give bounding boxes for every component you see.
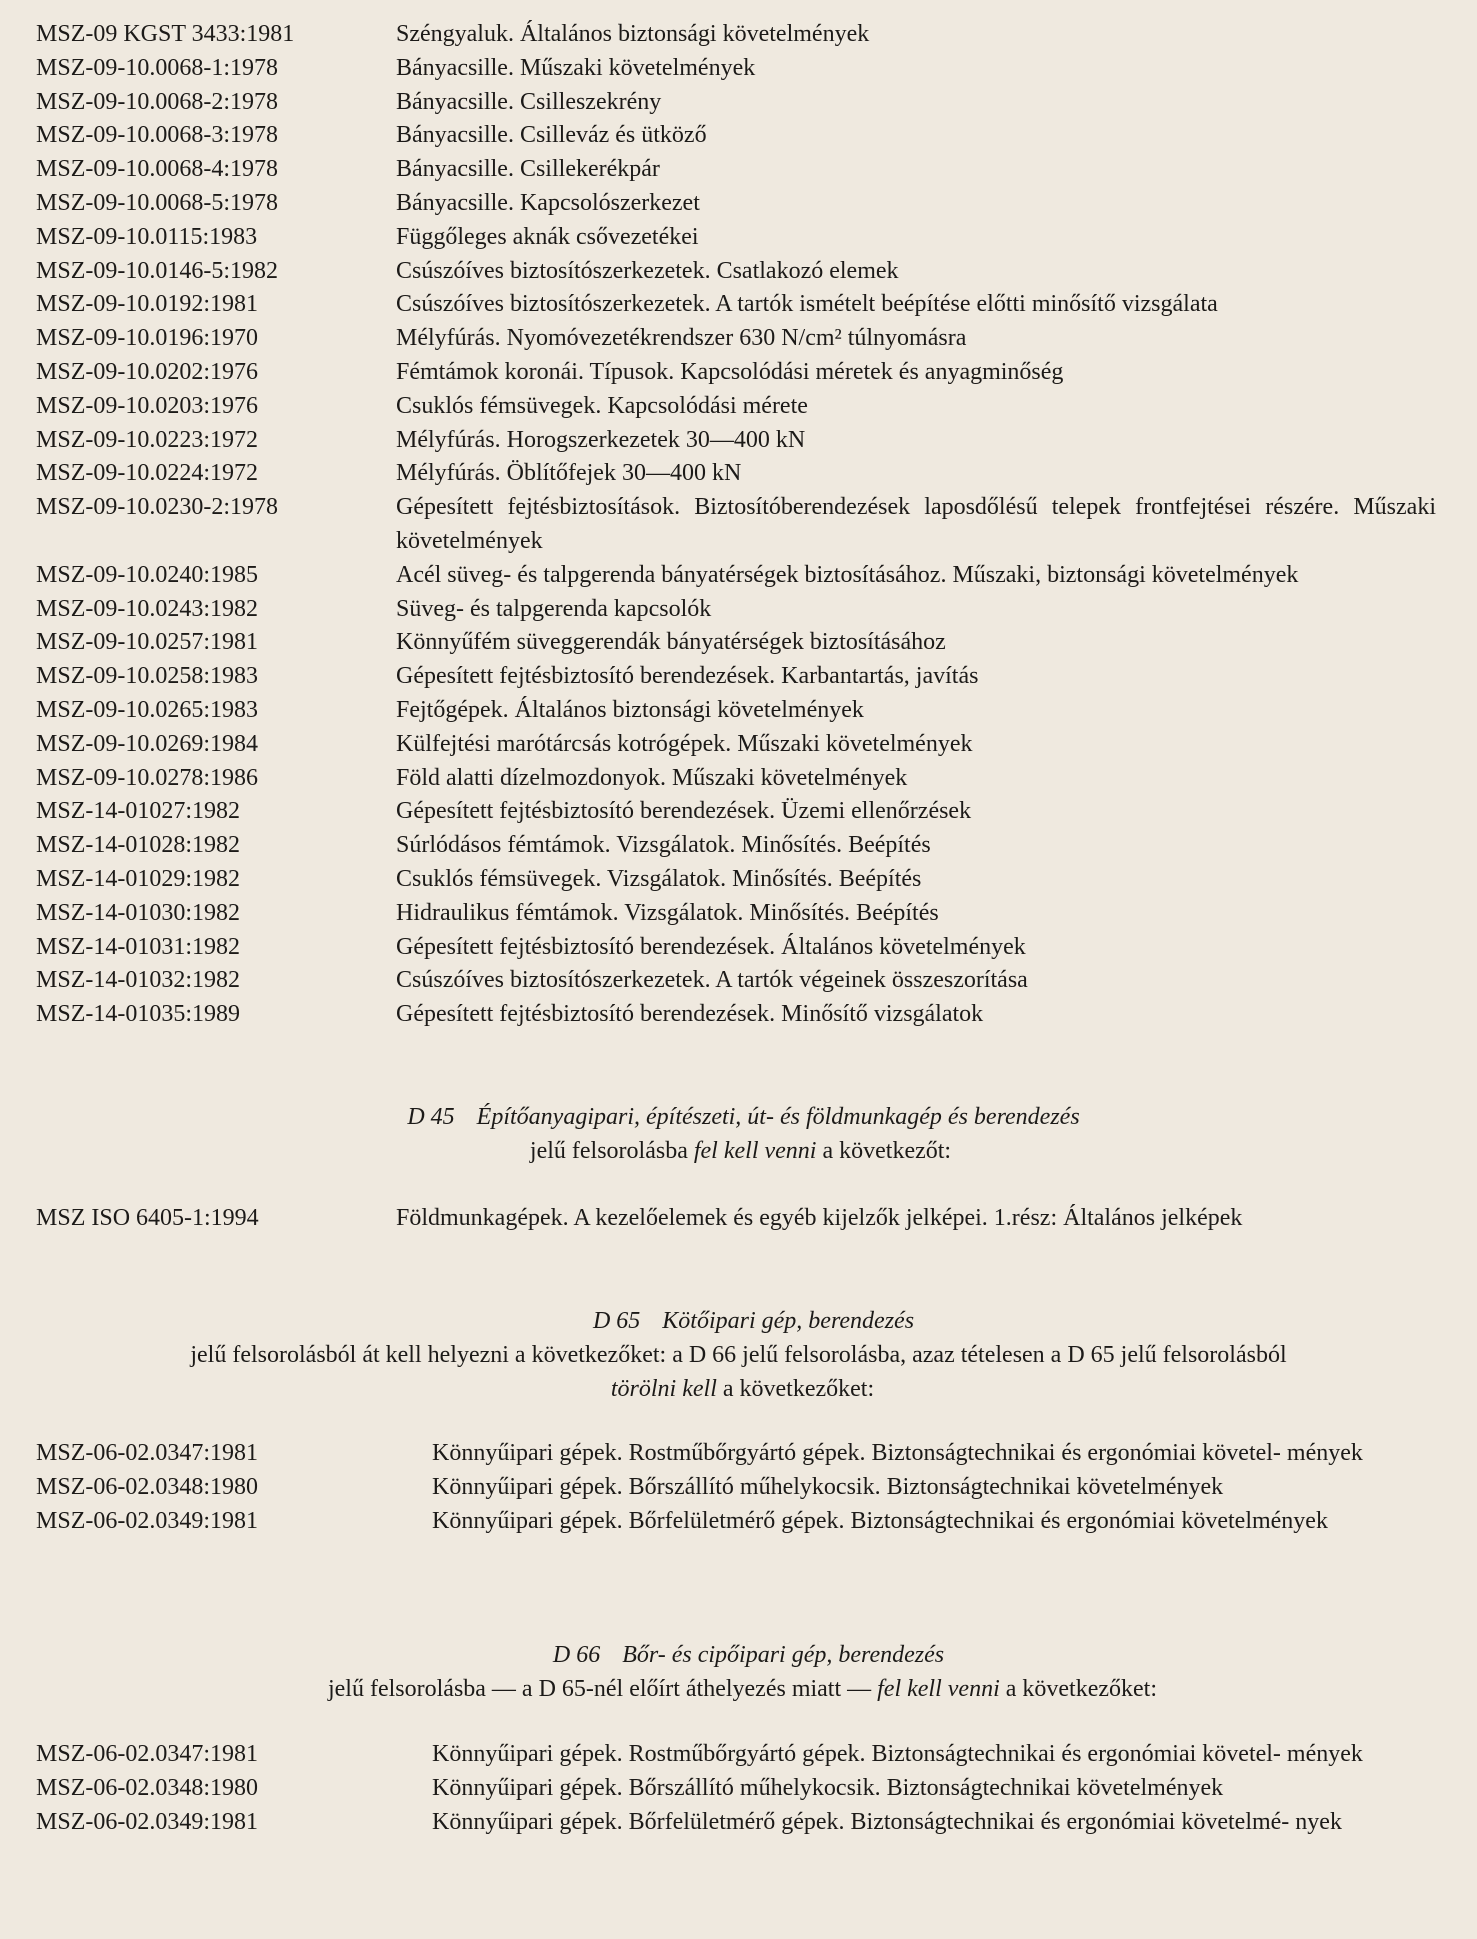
standard-title: Csuklós fémsüvegek. Kapcsolódási mérete (396, 392, 808, 419)
standard-row (0, 626, 1477, 660)
standard-row (0, 559, 1477, 593)
standard-code: MSZ-14-01029:1982 (36, 865, 240, 892)
standard-code: MSZ-06-02.0349:1981 (36, 1507, 258, 1534)
section-instruction: jelű felsorolásba fel kell venni a következőt: (529, 1137, 952, 1164)
standard-title: Gépesített fejtésbiztosítások. Biztosítóberendezések laposdőlésű telepek frontfejtései részére. Műszaki követelmények (396, 494, 1436, 554)
standard-row (0, 1202, 1477, 1236)
standard-code: MSZ-06-02.0349:1981 (36, 1808, 258, 1835)
section-heading-d45 (0, 1101, 1477, 1169)
standard-title: Bányacsille. Csillekerékpár (396, 156, 660, 183)
standard-row (0, 18, 1477, 52)
standard-code: MSZ-09-10.0068-1:1978 (36, 54, 278, 81)
standard-row (0, 424, 1477, 458)
standard-row (0, 593, 1477, 627)
standard-title: Csúszóíves biztosítószerkezetek. A tartók ismételt beépítése előtti minősítő vizsgálata (396, 291, 1218, 318)
standard-title: Csuklós fémsüvegek. Vizsgálatok. Minősítés. Beépítés (396, 865, 922, 892)
standard-row (0, 1772, 1477, 1806)
standard-code: MSZ-06-02.0348:1980 (36, 1774, 258, 1801)
standard-title: Gépesített fejtésbiztosító berendezések. Minősítő vizsgálatok (396, 1001, 984, 1028)
standard-title: Széngyaluk. Általános biztonsági követelmények (396, 21, 870, 47)
standard-row (0, 153, 1477, 187)
section-title: Építőanyagipari, építészeti, út- és földmunkagép és berendezés (476, 1104, 1080, 1130)
standard-title: Hidraulikus fémtámok. Vizsgálatok. Minősítés. Beépítés (396, 899, 939, 926)
standards-list-d45 (0, 1202, 1477, 1236)
standard-title: Könnyűipari gépek. Rostműbőrgyártó gépek. Biztonságtechnikai és ergonómiai követel- mények (432, 1440, 1363, 1466)
standard-title: Mélyfúrás. Öblítőfejek 30—400 kN (396, 460, 742, 487)
standard-title: Földmunkagépek. A kezelőelemek és egyéb kijelzők jelképei. 1.rész: Általános jelképek (396, 1205, 1243, 1231)
standard-row (0, 728, 1477, 762)
standard-code: MSZ-09-10.0240:1985 (36, 561, 258, 588)
section-title: Kötőipari gép, berendezés (662, 1308, 915, 1334)
standard-title: Bányacsille. Csilleváz és ütköző (396, 122, 707, 149)
standard-title: Mélyfúrás. Nyomóvezetékrendszer 630 N/cm² túlnyomásra (396, 325, 967, 352)
standard-title: Külfejtési marótárcsás kotrógépek. Műszaki követelmények (396, 730, 973, 757)
standard-row (0, 356, 1477, 390)
standard-row (0, 660, 1477, 694)
standard-code: MSZ-14-01035:1989 (36, 1001, 240, 1028)
standard-code: MSZ-09-10.0269:1984 (36, 730, 258, 757)
standard-code: MSZ-09-10.0068-3:1978 (36, 122, 278, 149)
section-code: D 66 (552, 1642, 601, 1668)
standard-code: MSZ-14-01031:1982 (36, 933, 240, 960)
standard-row (0, 119, 1477, 153)
standard-title: Bányacsille. Csilleszekrény (396, 88, 662, 115)
standard-code: MSZ-14-01032:1982 (36, 967, 240, 994)
standard-code: MSZ-09-10.0115:1983 (36, 223, 258, 250)
standard-code: MSZ-09-10.0224:1972 (36, 460, 258, 487)
standard-row (0, 221, 1477, 255)
standard-title: Gépesített fejtésbiztosító berendezések. Üzemi ellenőrzések (396, 798, 972, 825)
section-heading-d66 (0, 1639, 1477, 1707)
standard-code: MSZ-06-02.0348:1980 (36, 1473, 258, 1500)
standard-title: Könnyűipari gépek. Bőrfelületmérő gépek. Biztonságtechnikai és ergonómiai követelmé- nyek (432, 1808, 1342, 1835)
section-title-line (0, 1639, 1477, 1673)
standard-code: MSZ-09-10.0192:1981 (36, 291, 258, 318)
standard-row (0, 322, 1477, 356)
standard-code: MSZ-09-10.0202:1976 (36, 358, 258, 385)
standard-code: MSZ-06-02.0347:1981 (36, 1440, 258, 1466)
standard-row (0, 795, 1477, 829)
standard-code: MSZ-09-10.0257:1981 (36, 629, 258, 656)
standard-code: MSZ-09-10.0223:1972 (36, 426, 258, 453)
standard-row (0, 964, 1477, 998)
section-heading-d65 (0, 1305, 1477, 1406)
standard-row (0, 52, 1477, 86)
section-code: D 45 (407, 1104, 455, 1130)
standard-code: MSZ-09-10.0243:1982 (36, 595, 258, 622)
standard-code: MSZ-09-10.0068-2:1978 (36, 88, 278, 115)
standard-row (0, 288, 1477, 322)
standard-title: Súrlódásos fémtámok. Vizsgálatok. Minősítés. Beépítés (396, 832, 931, 859)
standard-row (0, 491, 1477, 559)
standards-list-mining (0, 18, 1477, 1032)
standard-code: MSZ-09-10.0230-2:1978 (36, 494, 278, 521)
standard-code: MSZ-09-10.0146-5:1982 (36, 257, 278, 284)
standard-row (0, 1471, 1477, 1505)
standard-code: MSZ-09-10.0278:1986 (36, 764, 258, 791)
standard-code: MSZ-06-02.0347:1981 (36, 1741, 258, 1767)
standard-code: MSZ-09-10.0258:1983 (36, 663, 258, 690)
standard-title: Mélyfúrás. Horogszerkezetek 30—400 kN (396, 426, 806, 453)
standard-row (0, 762, 1477, 796)
standard-code: MSZ-09 KGST 3433:1981 (36, 21, 295, 47)
section-title: Bőr- és cipőipari gép, berendezés (622, 1642, 945, 1668)
standard-code: MSZ ISO 6405-1:1994 (36, 1205, 259, 1231)
standard-code: MSZ-14-01028:1982 (36, 832, 240, 859)
standard-title: Fejtőgépek. Általános biztonsági követelmények (396, 696, 864, 723)
section-title-line (0, 1101, 1477, 1135)
standard-row (0, 829, 1477, 863)
standard-code: MSZ-09-10.0068-4:1978 (36, 156, 278, 183)
standard-title: Fémtámok koronái. Típusok. Kapcsolódási méretek és anyagminőség (396, 358, 1064, 385)
standard-row (0, 998, 1477, 1032)
standard-title: Könnyűipari gépek. Bőrszállító műhelykocsik. Biztonságtechnikai követelmények (432, 1473, 1224, 1500)
standard-row (0, 390, 1477, 424)
section-instruction-cont: törölni kell a következőket: (610, 1375, 875, 1402)
standard-title: Könnyűipari gépek. Bőrfelületmérő gépek. Biztonságtechnikai és ergonómiai követelmények (432, 1507, 1328, 1534)
standard-row (0, 694, 1477, 728)
standard-title: Bányacsille. Kapcsolószerkezet (396, 189, 700, 216)
standard-row (0, 863, 1477, 897)
section-instruction: jelű felsorolásba — a D 65-nél előírt áthelyezés miatt — fel kell venni a következőket: (327, 1675, 1158, 1702)
standard-title: Könnyűfém süveggerendák bányatérségek biztosításához (396, 629, 946, 656)
section-title-line (0, 1305, 1477, 1339)
standard-title: Csúszóíves biztosítószerkezetek. Csatlakozó elemek (396, 257, 899, 284)
standard-row (0, 457, 1477, 491)
section-code: D 65 (592, 1308, 641, 1334)
standard-row (0, 897, 1477, 931)
standard-title: Föld alatti dízelmozdonyok. Műszaki követelmények (396, 764, 908, 791)
standards-list-d65 (0, 1437, 1477, 1538)
standard-row (0, 1806, 1477, 1840)
standard-title: Csúszóíves biztosítószerkezetek. A tartók végeinek összeszorítása (396, 967, 1028, 994)
standard-title: Acél süveg- és talpgerenda bányatérségek biztosításához. Műszaki, biztonsági követelmények (396, 561, 1299, 588)
standard-title: Függőleges aknák csővezetékei (396, 223, 699, 250)
standard-code: MSZ-14-01027:1982 (36, 798, 240, 825)
standard-row (0, 187, 1477, 221)
standard-title: Gépesített fejtésbiztosító berendezések. Általános követelmények (396, 933, 1026, 960)
standard-title: Könnyűipari gépek. Rostműbőrgyártó gépek. Biztonságtechnikai és ergonómiai követel- mények (432, 1741, 1363, 1767)
standard-code: MSZ-14-01030:1982 (36, 899, 240, 926)
section-instruction: jelű felsorolásból át kell helyezni a következőket: a D 66 jelű felsorolásba, azaz tételesen a D 65 jelű felsorolásból (190, 1341, 1287, 1368)
standard-row (0, 255, 1477, 289)
standard-row (0, 1505, 1477, 1539)
standard-row (0, 1437, 1477, 1471)
standard-row (0, 931, 1477, 965)
standard-code: MSZ-09-10.0196:1970 (36, 325, 258, 352)
standard-title: Gépesített fejtésbiztosító berendezések. Karbantartás, javítás (396, 663, 979, 690)
standard-code: MSZ-09-10.0203:1976 (36, 392, 258, 419)
standards-list-d66 (0, 1738, 1477, 1839)
standard-row (0, 86, 1477, 120)
standard-title: Bányacsille. Műszaki követelmények (396, 54, 756, 81)
standard-row (0, 1738, 1477, 1772)
standard-title: Süveg- és talpgerenda kapcsolók (396, 595, 712, 622)
standard-code: MSZ-09-10.0265:1983 (36, 696, 258, 723)
standard-title: Könnyűipari gépek. Bőrszállító műhelykocsik. Biztonságtechnikai követelmények (432, 1774, 1224, 1801)
standard-code: MSZ-09-10.0068-5:1978 (36, 189, 278, 216)
